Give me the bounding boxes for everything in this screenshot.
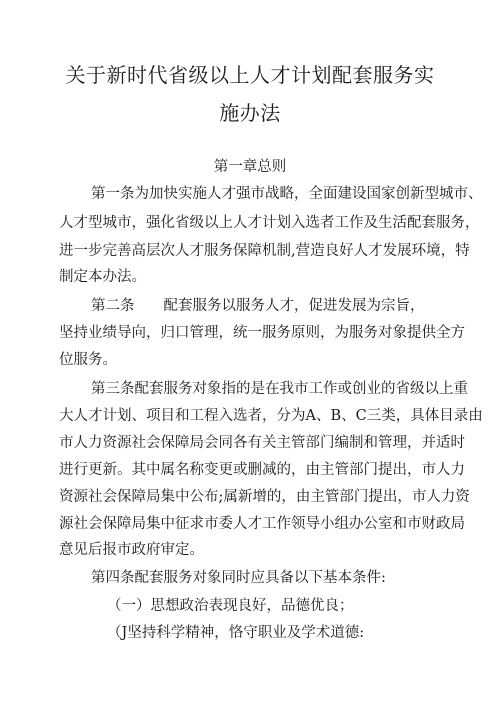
article-3-line-5: 资源社会保障局集中公布;属新增的，由主管部门提出，市人力资 [59,489,470,505]
article-4-item-1: （一）思想政治表现良好，品德优良； [107,598,354,614]
document-title-line-1: 关于新时代省级以上人才计划配套服务实 [65,63,435,87]
article-3-line-7: 意见后报市政府审定。 [59,542,204,558]
article-2-line-1: 第二条 配套服务以服务人才，促进发展为宗旨， [91,298,425,314]
article-1-line-3: 进一步完善高层次人才服务保障机制,营造良好人才发展环境，特 [59,243,470,259]
article-2-line-3: 位服务。 [59,352,117,368]
article-4-item-2: （J坚持科学精神，恪守职业及学术道德: [107,625,365,641]
article-1-line-4: 制定本办法。 [59,269,146,285]
article-3-line-1: 第三条配套服务对象指的是在我市工作或创业的省级以上重 [91,381,468,397]
article-3-line-3: 市人力资源社会保障局会同各有关主管部门编制和管理，并适时 [59,435,465,451]
article-3-line-2: 大人才计划、项目和工程入选者，分为A、B、C三类，具体目录由 [59,408,483,424]
article-3-line-4: 进行更新。其中属名称变更或删减的，由主管部门提出，市人力 [59,462,465,478]
article-1-line-1: 第一条为加快实施人才强市战略，全面建设国家创新型城市、 [91,186,483,202]
chapter-heading: 第一章总则 [213,159,287,175]
article-4-line-1: 第四条配套服务对象同时应具备以下基本条件: [91,570,386,586]
article-1-line-2: 人才型城市，强化省级以上人才计划入选者工作及生活配套服务， [59,215,480,231]
document-title-line-2: 施办法 [219,101,281,125]
article-2-line-2: 坚持业绩导向，归口管理，统一服务原则，为服务对象提供全方 [59,325,465,341]
article-3-line-6: 源社会保障局集中征求市委人才工作领导小组办公室和市财政局 [59,516,465,532]
